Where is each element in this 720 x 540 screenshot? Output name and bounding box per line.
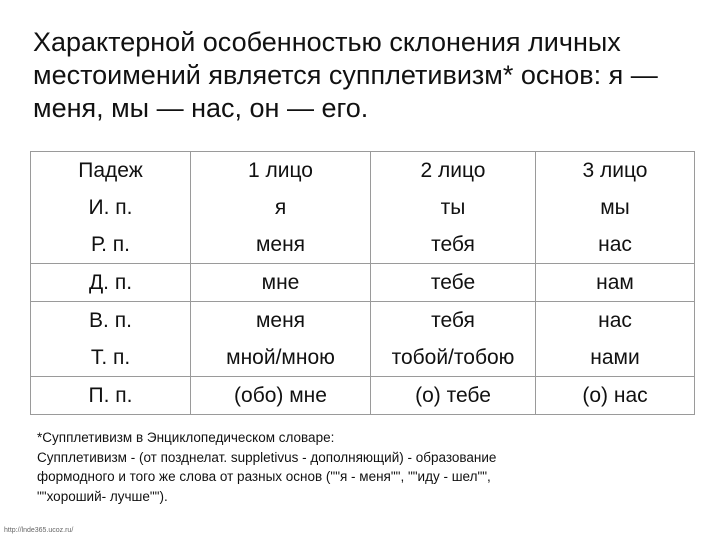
heading-line: Характерной особенностью склонения личных [33,27,621,57]
form-cell: мной/мною [191,339,371,377]
header-cell-person-3: 3 лицо [536,152,695,190]
form-cell: я [191,189,371,226]
form-cell: меня [191,302,371,340]
header-cell-person-2: 2 лицо [371,152,536,190]
table-header-row [31,152,695,190]
form-cell: тебя [371,302,536,340]
footnote-line: ""хороший- лучше""). [37,488,168,504]
table-row [31,377,695,415]
form-cell: нами [536,339,695,377]
form-cell: тебе [371,264,536,302]
header-cell-person-1: 1 лицо [191,152,371,190]
source-url: http://lnde365.ucoz.ru/ [4,527,74,534]
case-cell: Д. п. [31,264,191,302]
table-row [31,189,695,226]
form-cell: мне [191,264,371,302]
form-cell: (о) нас [536,377,695,415]
case-cell: В. п. [31,302,191,340]
form-cell: тобой/тобою [371,339,536,377]
footnote-line: Супплетивизм - (от позднелат. suppletivus - дополняющий) - образование [37,449,497,465]
footnote-line: *Супплетивизм в Энциклопедическом словаре: [37,430,335,445]
form-cell: меня [191,226,371,264]
heading-line: меня, мы — нас, он — его. [33,93,369,123]
case-cell: Р. п. [31,226,191,264]
form-cell: ты [371,189,536,226]
table-row [31,339,695,377]
form-cell: (обо) мне [191,377,371,415]
form-cell: нам [536,264,695,302]
form-cell: тебя [371,226,536,264]
table-row [31,302,695,340]
declension-table [30,151,695,415]
heading-line: местоимений является супплетивизм* основ: я — [33,60,658,90]
header-cell-case: Падеж [31,152,191,190]
form-cell: мы [536,189,695,226]
footnote-line: формодного и того же слова от разных основ (""я - меня"", ""иду - шел"", [37,469,491,484]
case-cell: П. п. [31,377,191,415]
table-row [31,264,695,302]
form-cell: нас [536,302,695,340]
form-cell: нас [536,226,695,264]
footnote [37,428,677,506]
case-cell: Т. п. [31,339,191,377]
case-cell: И. п. [31,189,191,226]
slide-heading [33,26,693,125]
table-row [31,226,695,264]
form-cell: (о) тебе [371,377,536,415]
